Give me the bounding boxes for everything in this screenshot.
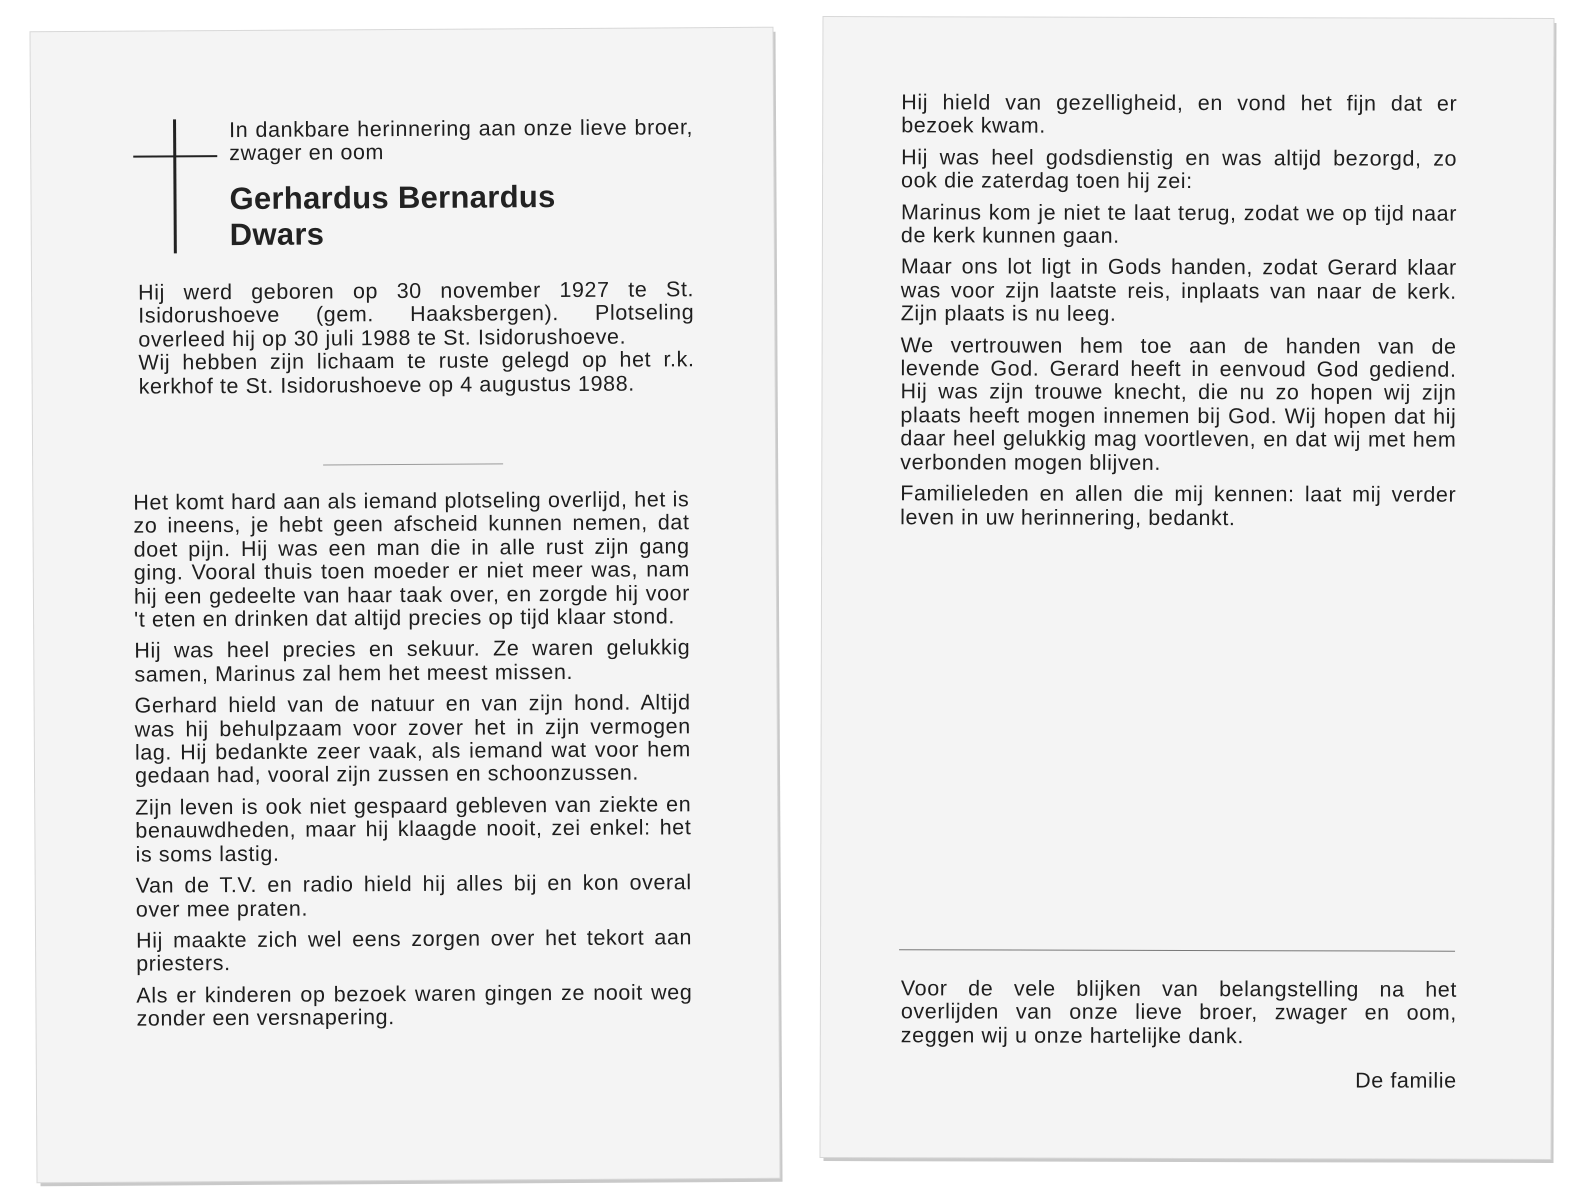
paragraph: Van de T.V. en radio hield hij alles bij en kon overal over mee praten. <box>135 870 692 922</box>
memorial-paragraphs-left <box>133 488 692 1039</box>
burial-text: Wij hebben zijn lichaam te ruste gelegd op het r.k. kerkhof te St. Isidorushoeve op 4 augustus 1988. <box>138 347 695 399</box>
deceased-name <box>229 179 556 253</box>
paragraph: Gerhard hield van de natuur en van zijn hond. Altijd was hij behulpzaam voor zover het in zijn vermogen lag. Hij bedankte zeer vaak, als iemand wat voor hem gedaan had, vooral zijn zussen en schoonzussen. <box>134 690 691 789</box>
paragraph: Als er kinderen op bezoek waren gingen ze nooit weg zonder een versnapering. <box>136 979 693 1031</box>
paragraph: Hij maakte zich wel eens zorgen over het tekort aan priesters. <box>135 925 693 976</box>
name-line-1: Gerhardus Bernardus <box>229 179 556 217</box>
memorial-paragraphs-right <box>900 91 1457 538</box>
birth-death-text: Hij werd geboren op 30 november 1927 te St. Isidorushoeve (gem. Haaksbergen). Plotseling overleed hij op 30 juli 1988 te St. Isidorushoeve. <box>138 277 695 352</box>
thanks-text: Voor de vele blijken van belangstelling na het overlijden van onze lieve broer, zwager en oom, zeggen wij u onze hartelijke dank. <box>900 976 1457 1048</box>
paragraph: Hij was heel godsdienstig en was altijd bezorgd, zo ook die zaterdag toen hij zei: <box>901 145 1458 194</box>
paragraph: Familieleden en allen die mij kennen: laat mij verder leven in uw herinnering, bedankt. <box>900 481 1457 530</box>
memorial-card-right <box>821 17 1554 1159</box>
cross-icon-bar <box>133 155 217 158</box>
paragraph: Maar ons lot ligt in Gods handen, zodat Gerard klaar was voor zijn laatste reis, inplaats van naar de kerk. Zijn plaats is nu leeg. <box>900 254 1457 327</box>
paragraph: Hij hield van gezelligheid, en vond het fijn dat er bezoek kwam. <box>901 90 1458 139</box>
cross-icon <box>173 119 177 253</box>
paragraph: Marinus kom je niet te laat terug, zodat we op tijd naar de kerk kunnen gaan. <box>900 199 1458 248</box>
biography <box>138 278 695 398</box>
divider <box>899 949 1455 951</box>
paragraph: Hij was heel precies en sekuur. Ze waren gelukkig samen, Marinus zal hem het meest missen. <box>134 635 691 687</box>
name-line-2: Dwars <box>229 216 325 253</box>
divider <box>323 463 503 465</box>
signature: De familie <box>1355 1068 1457 1093</box>
paragraph: We vertrouwen hem toe aan de handen van de levende God. Gerard heeft in eenvoud God gediend. Hij was zijn trouwe knecht, die nu zo hopen wij zijn plaats heeft mogen innemen bij God. Wij hopen dat hij daar heel gelukkig mag voortleven, en dat wij met hem verbonden mogen blijven. <box>900 332 1457 475</box>
memorial-card-left <box>30 28 779 1183</box>
dedication-text: In dankbare herinnering aan onze lieve broer, zwager en oom <box>229 115 694 166</box>
paragraph: Zijn leven is ook niet gespaard gebleven van ziekte en benauwdheden, maar hij klaagde nooit, zei enkel: het is soms lastig. <box>135 792 692 867</box>
paragraph: Het komt hard aan als iemand plotseling overlijd, het is zo ineens, je hebt geen afscheid kunnen nemen, dat doet pijn. Hij was een man die in alle rust zijn gang ging. Vooral thuis toen moeder er niet meer was, nam hij een gedeelte van haar taak over, en zorgde hij voor 't eten en drinken dat altijd precies op tijd klaar stond. <box>133 487 691 632</box>
